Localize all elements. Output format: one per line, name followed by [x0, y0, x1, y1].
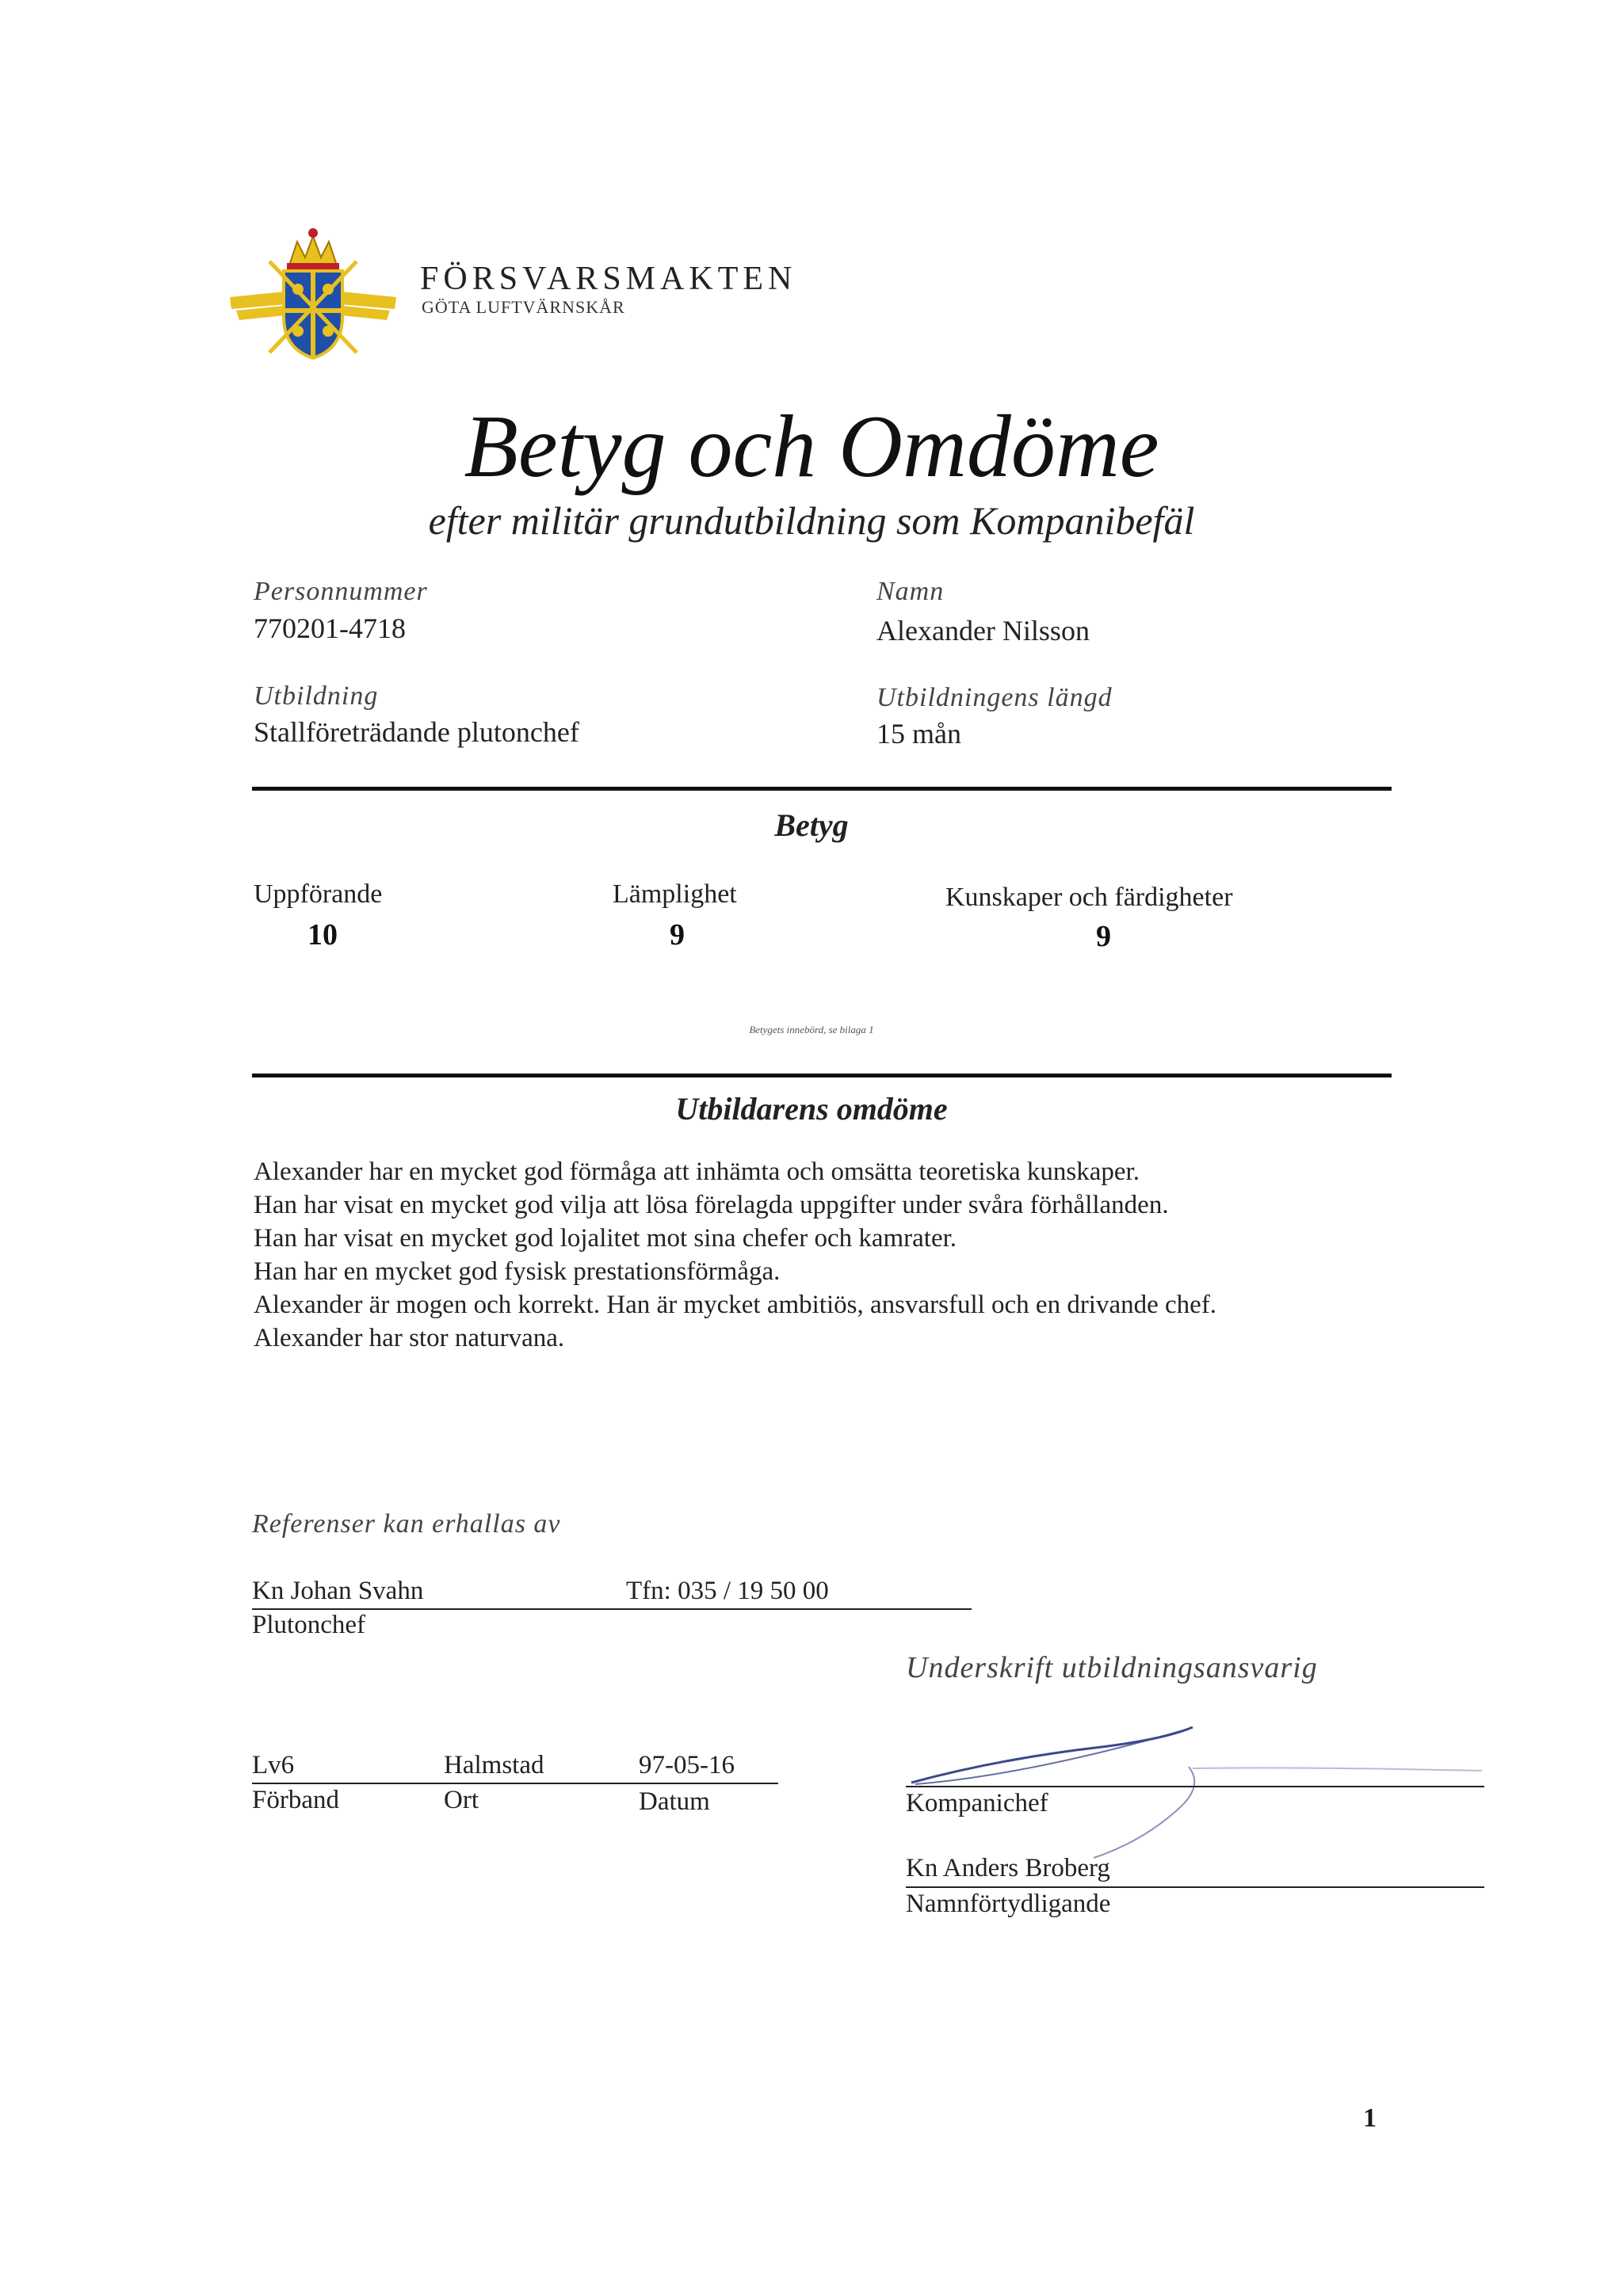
- reference-phone-line: [618, 1608, 972, 1610]
- grade-label-uppforande: Uppförande: [254, 879, 383, 909]
- ort-value: Halmstad: [444, 1751, 544, 1779]
- assessment-line: Alexander är mogen och korrekt. Han är mycket ambitiös, ansvarsfull och en drivande chef.: [254, 1291, 1217, 1319]
- forband-value: Lv6: [252, 1751, 295, 1779]
- reference-name-line: [252, 1608, 624, 1610]
- utbildning-label: Utbildning: [254, 681, 379, 711]
- signature-name: Kn Anders Broberg: [906, 1854, 1110, 1882]
- grade-label-kunskaper: Kunskaper och färdigheter: [945, 883, 1233, 912]
- divider-top: [252, 787, 1392, 791]
- assessment-line: Alexander har stor naturvana.: [254, 1324, 565, 1352]
- document-subtitle: efter militär grundutbildning som Kompanibefäl: [428, 498, 1195, 543]
- org-name: FÖRSVARSMAKTEN: [420, 261, 797, 297]
- assessment-line: Han har en mycket god fysisk prestationsförmåga.: [254, 1257, 781, 1286]
- grades-note: Betygets innebörd, se bilaga 1: [749, 1024, 874, 1035]
- datum-label: Datum: [639, 1787, 710, 1816]
- signature-name-label: Namnförtydligande: [906, 1890, 1111, 1918]
- armed-forces-emblem: [222, 222, 404, 360]
- signature-role: Kompanichef: [906, 1789, 1048, 1817]
- grade-value-uppforande: 10: [307, 918, 338, 952]
- assessment-line: Han har visat en mycket god vilja att lösa förelagda uppgifter under svåra förhållanden.: [254, 1191, 1169, 1219]
- namn-label: Namn: [876, 577, 945, 606]
- namn-value: Alexander Nilsson: [876, 615, 1090, 646]
- forband-line: [252, 1783, 778, 1784]
- reference-phone: Tfn: 035 / 19 50 00: [626, 1577, 829, 1605]
- personnummer-value: 770201-4718: [254, 612, 406, 644]
- org-unit: GÖTA LUFTVÄRNSKÅR: [422, 297, 625, 317]
- assessment-line: Alexander har en mycket god förmåga att inhämta och omsätta teoretiska kunskaper.: [254, 1158, 1140, 1186]
- assessment-text: [254, 1155, 1216, 1355]
- assessment-title: Utbildarens omdöme: [675, 1091, 948, 1127]
- signature-heading: Underskrift utbildningsansvarig: [906, 1651, 1318, 1684]
- document-title: Betyg och Omdöme: [464, 398, 1159, 496]
- signature-name-line: [906, 1886, 1484, 1888]
- utbildning-value: Stallföreträdande plutonchef: [254, 716, 579, 748]
- ort-label: Ort: [444, 1786, 479, 1814]
- reference-role: Plutonchef: [252, 1611, 365, 1639]
- personnummer-label: Personnummer: [254, 577, 428, 606]
- assessment-line: Han har visat en mycket god lojalitet mot sina chefer och kamrater.: [254, 1224, 957, 1253]
- references-label: Referenser kan erhallas av: [252, 1509, 561, 1539]
- page-number: 1: [1363, 2103, 1377, 2133]
- grade-value-lamplighet: 9: [670, 918, 685, 952]
- grade-label-lamplighet: Lämplighet: [613, 879, 737, 909]
- langd-label: Utbildningens längd: [876, 683, 1113, 712]
- grades-title: Betyg: [774, 807, 849, 843]
- grade-value-kunskaper: 9: [1096, 920, 1111, 953]
- signature-line: [906, 1786, 1484, 1787]
- langd-value: 15 mån: [876, 718, 961, 749]
- reference-name: Kn Johan Svahn: [252, 1577, 424, 1605]
- divider-middle: [252, 1074, 1392, 1077]
- datum-value: 97-05-16: [639, 1751, 735, 1779]
- forband-label: Förband: [252, 1786, 339, 1814]
